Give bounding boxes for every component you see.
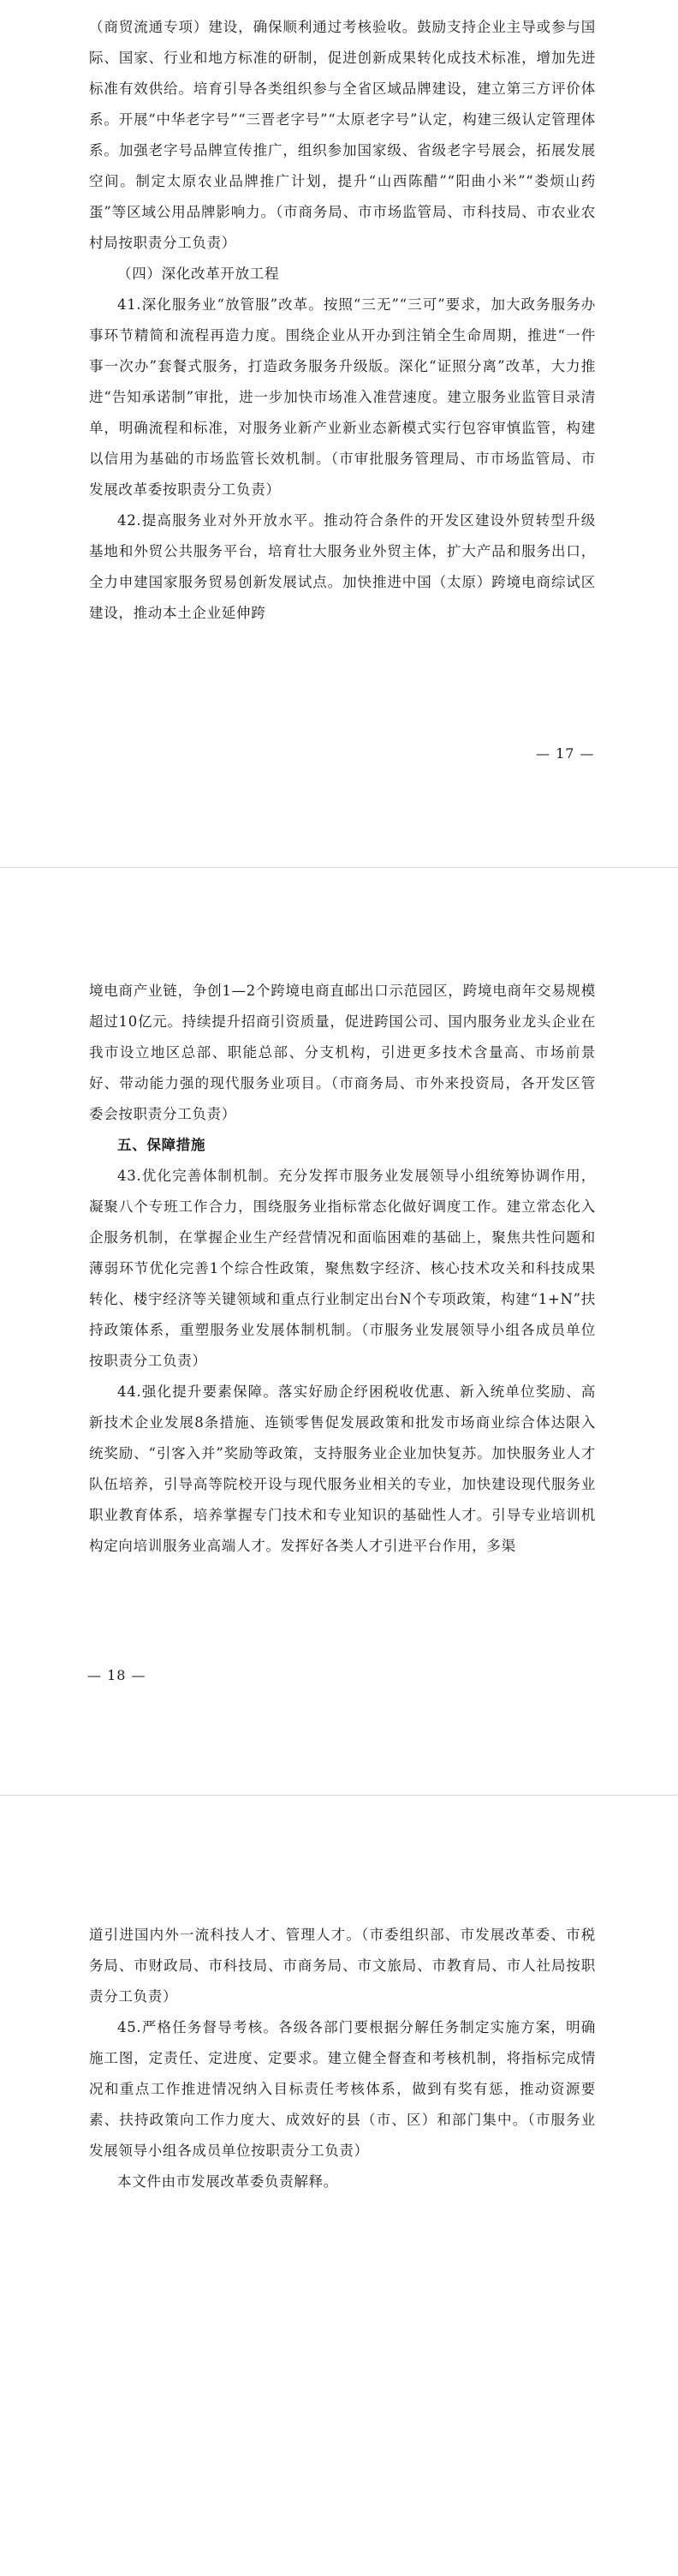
paragraph-interpretation: 本文件由市发展改革委负责解释。 [117, 2173, 338, 2190]
document-page-18 [0, 887, 678, 1795]
page-19-body [89, 1920, 596, 2197]
paragraph-cross-border: 境电商产业链，争创1—2个跨境电商直邮出口示范园区，跨境电商年交易规模超过10亿元。持续提升招商引资质量，促进跨国公司、国内服务业龙头企业在我市设立地区总部、职能总部、分支机构，引进更多技术含量高、市场前景好、带动能力强的现代服务业项目。（市商务局、市外来投资局，各开发区管委会按职责分工负责） [89, 983, 596, 1122]
paragraph-item-45: 45.严格任务督导考核。各级各部门要根据分解任务制定实施方案，明确施工图，定责任、定进度、定要求。建立健全督查和考核机制，将指标完成情况和重点工作推进情况纳入目标责任考核体系，做到有奖有惩，推动资源要素、扶持政策向工作力度大、成效好的县（市、区）和部门集中。（市服务业发展领导小组各成员单位按职责分工负责） [89, 2019, 596, 2159]
paragraph-talent: 道引进国内外一流科技人才、管理人才。（市委组织部、市发展改革委、市税务局、市财政局、市科技局、市商务局、市文旅局、市教育局、市人社局按职责分工负责） [89, 1927, 596, 2005]
paragraph-item-42: 42.提高服务业对外开放水平。推动符合条件的开发区建设外贸转型升级基地和外贸公共服务平台，培育壮大服务业外贸主体，扩大产品和服务出口，全力申建国家服务贸易创新发展试点。加快推进中国（太原）跨境电商综试区建设，推动本土企业延伸跨 [89, 512, 596, 621]
page-17-body [89, 12, 596, 629]
document-page-17 [0, 0, 678, 867]
page-divider [0, 867, 678, 868]
section-heading-safeguards: 五、保障措施 [117, 1137, 206, 1153]
page-divider [0, 1795, 678, 1796]
document-page-19 [0, 1831, 678, 2576]
paragraph-item-44: 44.强化提升要素保障。落实好励企纾困税收优惠、新入统单位奖励、高新技术企业发展8条措施、连锁零售促发展政策和批发市场商业综合体达限入统奖励、“引客入并”奖励等政策，支持服务业企业加快复苏。加快服务业人才队伍培养，引导高等院校开设与现代服务业相关的专业，加快建设现代服务业职业教育体系，培养掌握专门技术和专业知识的基础性人才。引导专业培训机构定向培训服务业高端人才。发挥好各类人才引进平台作用，多渠 [89, 1384, 596, 1554]
paragraph-item-43: 43.优化完善体制机制。充分发挥市服务业发展领导小组统筹协调作用，凝聚八个专班工作合力，围绕服务业指标常态化做好调度工作。建立常态化入企服务机制，在掌握企业生产经营情况和面临困难的基础上，聚焦共性问题和薄弱环节优化完善1个综合性政策，聚焦数字经济、核心技术攻关和科技成果转化、楼宇经济等关键领域和重点行业制定出台N个专项政策，构建“1+N”扶持政策体系，重塑服务业发展体制机制。（市服务业发展领导小组各成员单位按职责分工负责） [89, 1168, 596, 1369]
section-heading-reform: （四）深化改革开放工程 [117, 266, 280, 282]
page-18-body [89, 976, 596, 1562]
page-number: — 17 — [536, 745, 595, 762]
paragraph-item-41: 41.深化服务业“放管服”改革。按照“三无”“三可”要求，加大政务服务办事环节精简和流程再造力度。围绕企业从开办到注销全生命周期，推进“一件事一次办”套餐式服务，打造政务服务升级版。深化“证照分离”改革，大力推进“告知承诺制”审批，进一步加快市场准入准营速度。建立服务业监管目录清单，明确流程和标准，对服务业新产业新业态新模式实行包容审慎监管，构建以信用为基础的市场监管长效机制。（市审批服务管理局、市市场监管局、市发展改革委按职责分工负责） [89, 296, 596, 498]
page-number: — 18 — [87, 1667, 146, 1683]
paragraph-brand-building: （商贸流通专项）建设，确保顺利通过考核验收。鼓励支持企业主导或参与国际、国家、行业和地方标准的研制，促进创新成果转化成技术标准，增加先进标准有效供给。培育引导各类组织参与全省区域品牌建设，建立第三方评价体系。开展“中华老字号”“三晋老字号”“太原老字号”认定，构建三级认定管理体系。加强老字号品牌宣传推广，组织参加国家级、省级老字号展会，拓展发展空间。制定太原农业品牌推广计划，提升“山西陈醋”“阳曲小米”“娄烦山药蛋”等区域公用品牌影响力。（市商务局、市市场监管局、市科技局、市农业农村局按职责分工负责） [89, 19, 596, 251]
